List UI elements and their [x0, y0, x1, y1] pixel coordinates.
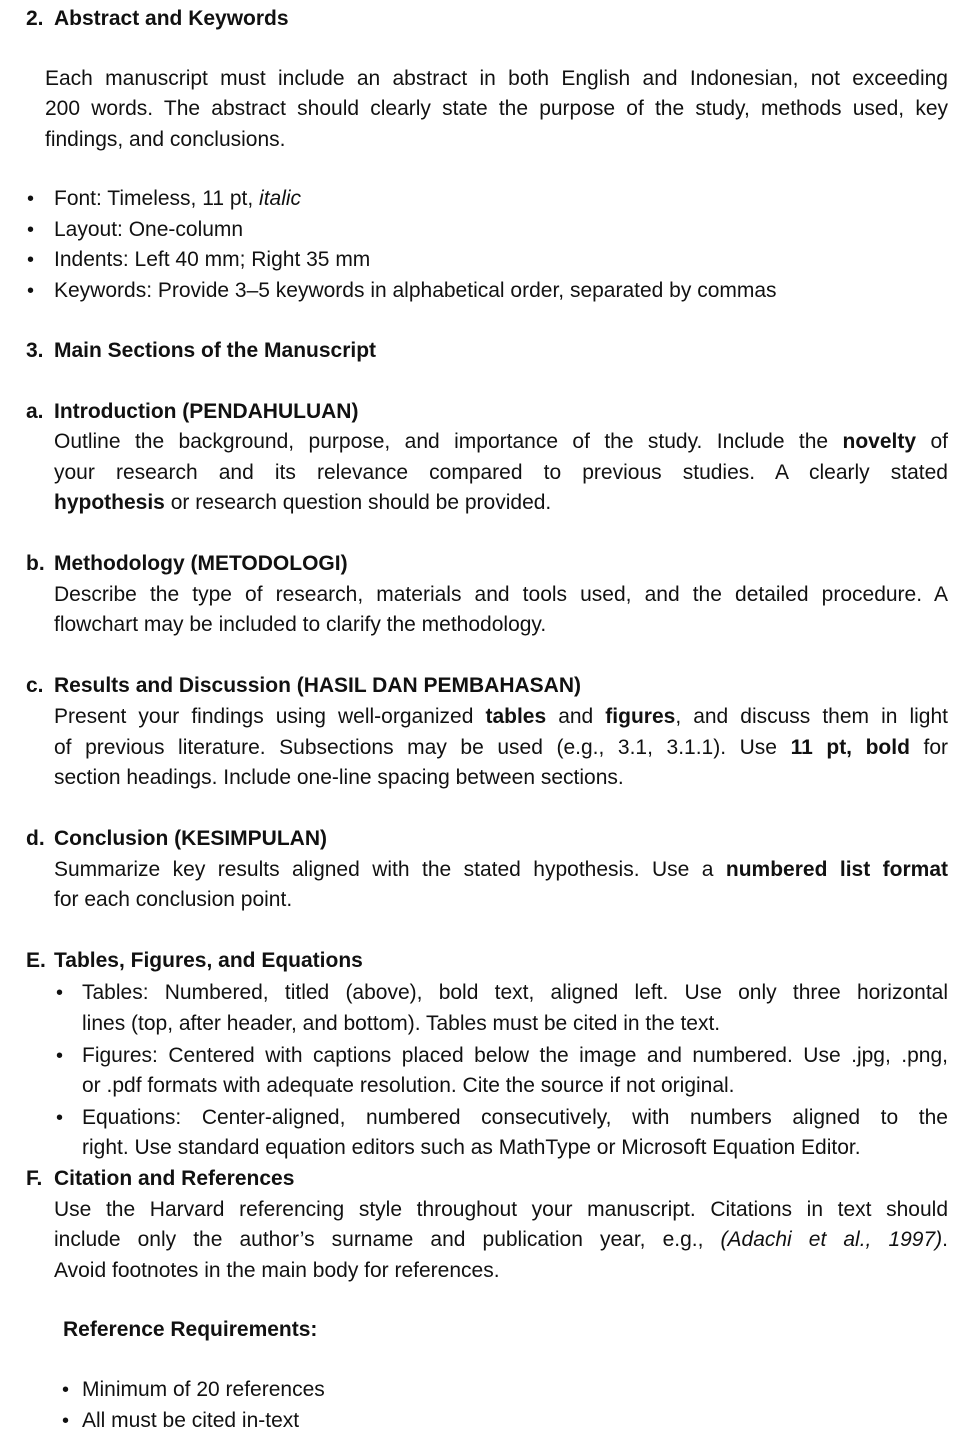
subsection-heading-results: Results and Discussion (HASIL DAN PEMBAHASAN) [54, 674, 582, 697]
section-heading-abstract: Abstract and Keywords [54, 7, 289, 30]
bullet-icon: • [27, 280, 35, 302]
bullet-icon: • [56, 982, 64, 1004]
subsection-letter: c. [26, 674, 44, 697]
paragraph-line: include only the author’s surname and publication year, e.g., (Adachi et al., 1997). [54, 1228, 948, 1251]
list-item-font: Font: Timeless, 11 pt, italic [54, 187, 302, 210]
reference-requirements-heading: Reference Requirements: [63, 1318, 318, 1341]
subsection-letter: F. [26, 1167, 43, 1190]
subsection-heading-introduction: Introduction (PENDAHULUAN) [54, 400, 359, 423]
paragraph-line: Use the Harvard referencing style throughout your manuscript. Citations in text should [54, 1198, 948, 1221]
list-item-layout: Layout: One-column [54, 218, 244, 241]
paragraph-line: 200 words. The abstract should clearly state the purpose of the study, methods used, key [45, 97, 948, 120]
paragraph-line: section headings. Include one-line spacing between sections. [54, 766, 624, 789]
paragraph-line: Each manuscript must include an abstract in both English and Indonesian, not exceeding [45, 67, 948, 90]
list-item-indents: Indents: Left 40 mm; Right 35 mm [54, 248, 371, 271]
list-item-equations-cont: right. Use standard equation editors such as MathType or Microsoft Equation Editor. [82, 1136, 861, 1159]
subsection-letter: E. [26, 949, 46, 972]
section-heading-main: Main Sections of the Manuscript [54, 339, 377, 362]
paragraph-line: findings, and conclusions. [45, 128, 286, 151]
list-item-tables-cont: lines (top, after header, and bottom). Tables must be cited in the text. [82, 1012, 721, 1035]
bullet-icon: • [56, 1107, 64, 1129]
list-item-figures-cont: or .pdf formats with adequate resolution. Cite the source if not original. [82, 1074, 735, 1097]
list-item-figures: Figures: Centered with captions placed below the image and numbered. Use .jpg, .png, [82, 1044, 948, 1067]
paragraph-line: flowchart may be included to clarify the methodology. [54, 613, 547, 636]
paragraph-line: Describe the type of research, materials and tools used, and the detailed procedure. A [54, 583, 948, 606]
subsection-heading-tables: Tables, Figures, and Equations [54, 949, 363, 972]
subsection-letter: b. [26, 552, 45, 575]
paragraph-line: Summarize key results aligned with the stated hypothesis. Use a numbered list format [54, 858, 948, 881]
bullet-icon: • [62, 1379, 70, 1401]
paragraph-line: for each conclusion point. [54, 888, 293, 911]
bullet-icon: • [62, 1410, 70, 1432]
bullet-icon: • [27, 219, 35, 241]
list-item-cited-in-text: All must be cited in-text [82, 1409, 300, 1432]
section-number: 2. [26, 7, 44, 30]
paragraph-line: Outline the background, purpose, and importance of the study. Include the novelty of [54, 430, 948, 453]
paragraph-line: your research and its relevance compared to previous studies. A clearly stated [54, 461, 948, 484]
paragraph-line: Avoid footnotes in the main body for references. [54, 1259, 500, 1282]
bullet-icon: • [27, 249, 35, 271]
bullet-icon: • [56, 1045, 64, 1067]
subsection-heading-citation: Citation and References [54, 1167, 295, 1190]
list-item-keywords: Keywords: Provide 3–5 keywords in alphabetical order, separated by commas [54, 279, 777, 302]
list-item-equations: Equations: Center-aligned, numbered consecutively, with numbers aligned to the [82, 1106, 948, 1129]
paragraph-line: Present your findings using well-organized tables and figures, and discuss them in light [54, 705, 948, 728]
paragraph-line: of previous literature. Subsections may be used (e.g., 3.1, 3.1.1). Use 11 pt, bold for [54, 736, 949, 759]
paragraph-line: hypothesis or research question should be provided. [54, 491, 552, 514]
list-item-tables: Tables: Numbered, titled (above), bold text, aligned left. Use only three horizontal [82, 981, 948, 1004]
subsection-letter: a. [26, 400, 44, 423]
subsection-heading-conclusion: Conclusion (KESIMPULAN) [54, 827, 327, 850]
bullet-icon: • [27, 188, 35, 210]
section-number: 3. [26, 339, 44, 362]
subsection-letter: d. [26, 827, 45, 850]
list-item-min-references: Minimum of 20 references [82, 1378, 325, 1401]
subsection-heading-methodology: Methodology (METODOLOGI) [54, 552, 348, 575]
